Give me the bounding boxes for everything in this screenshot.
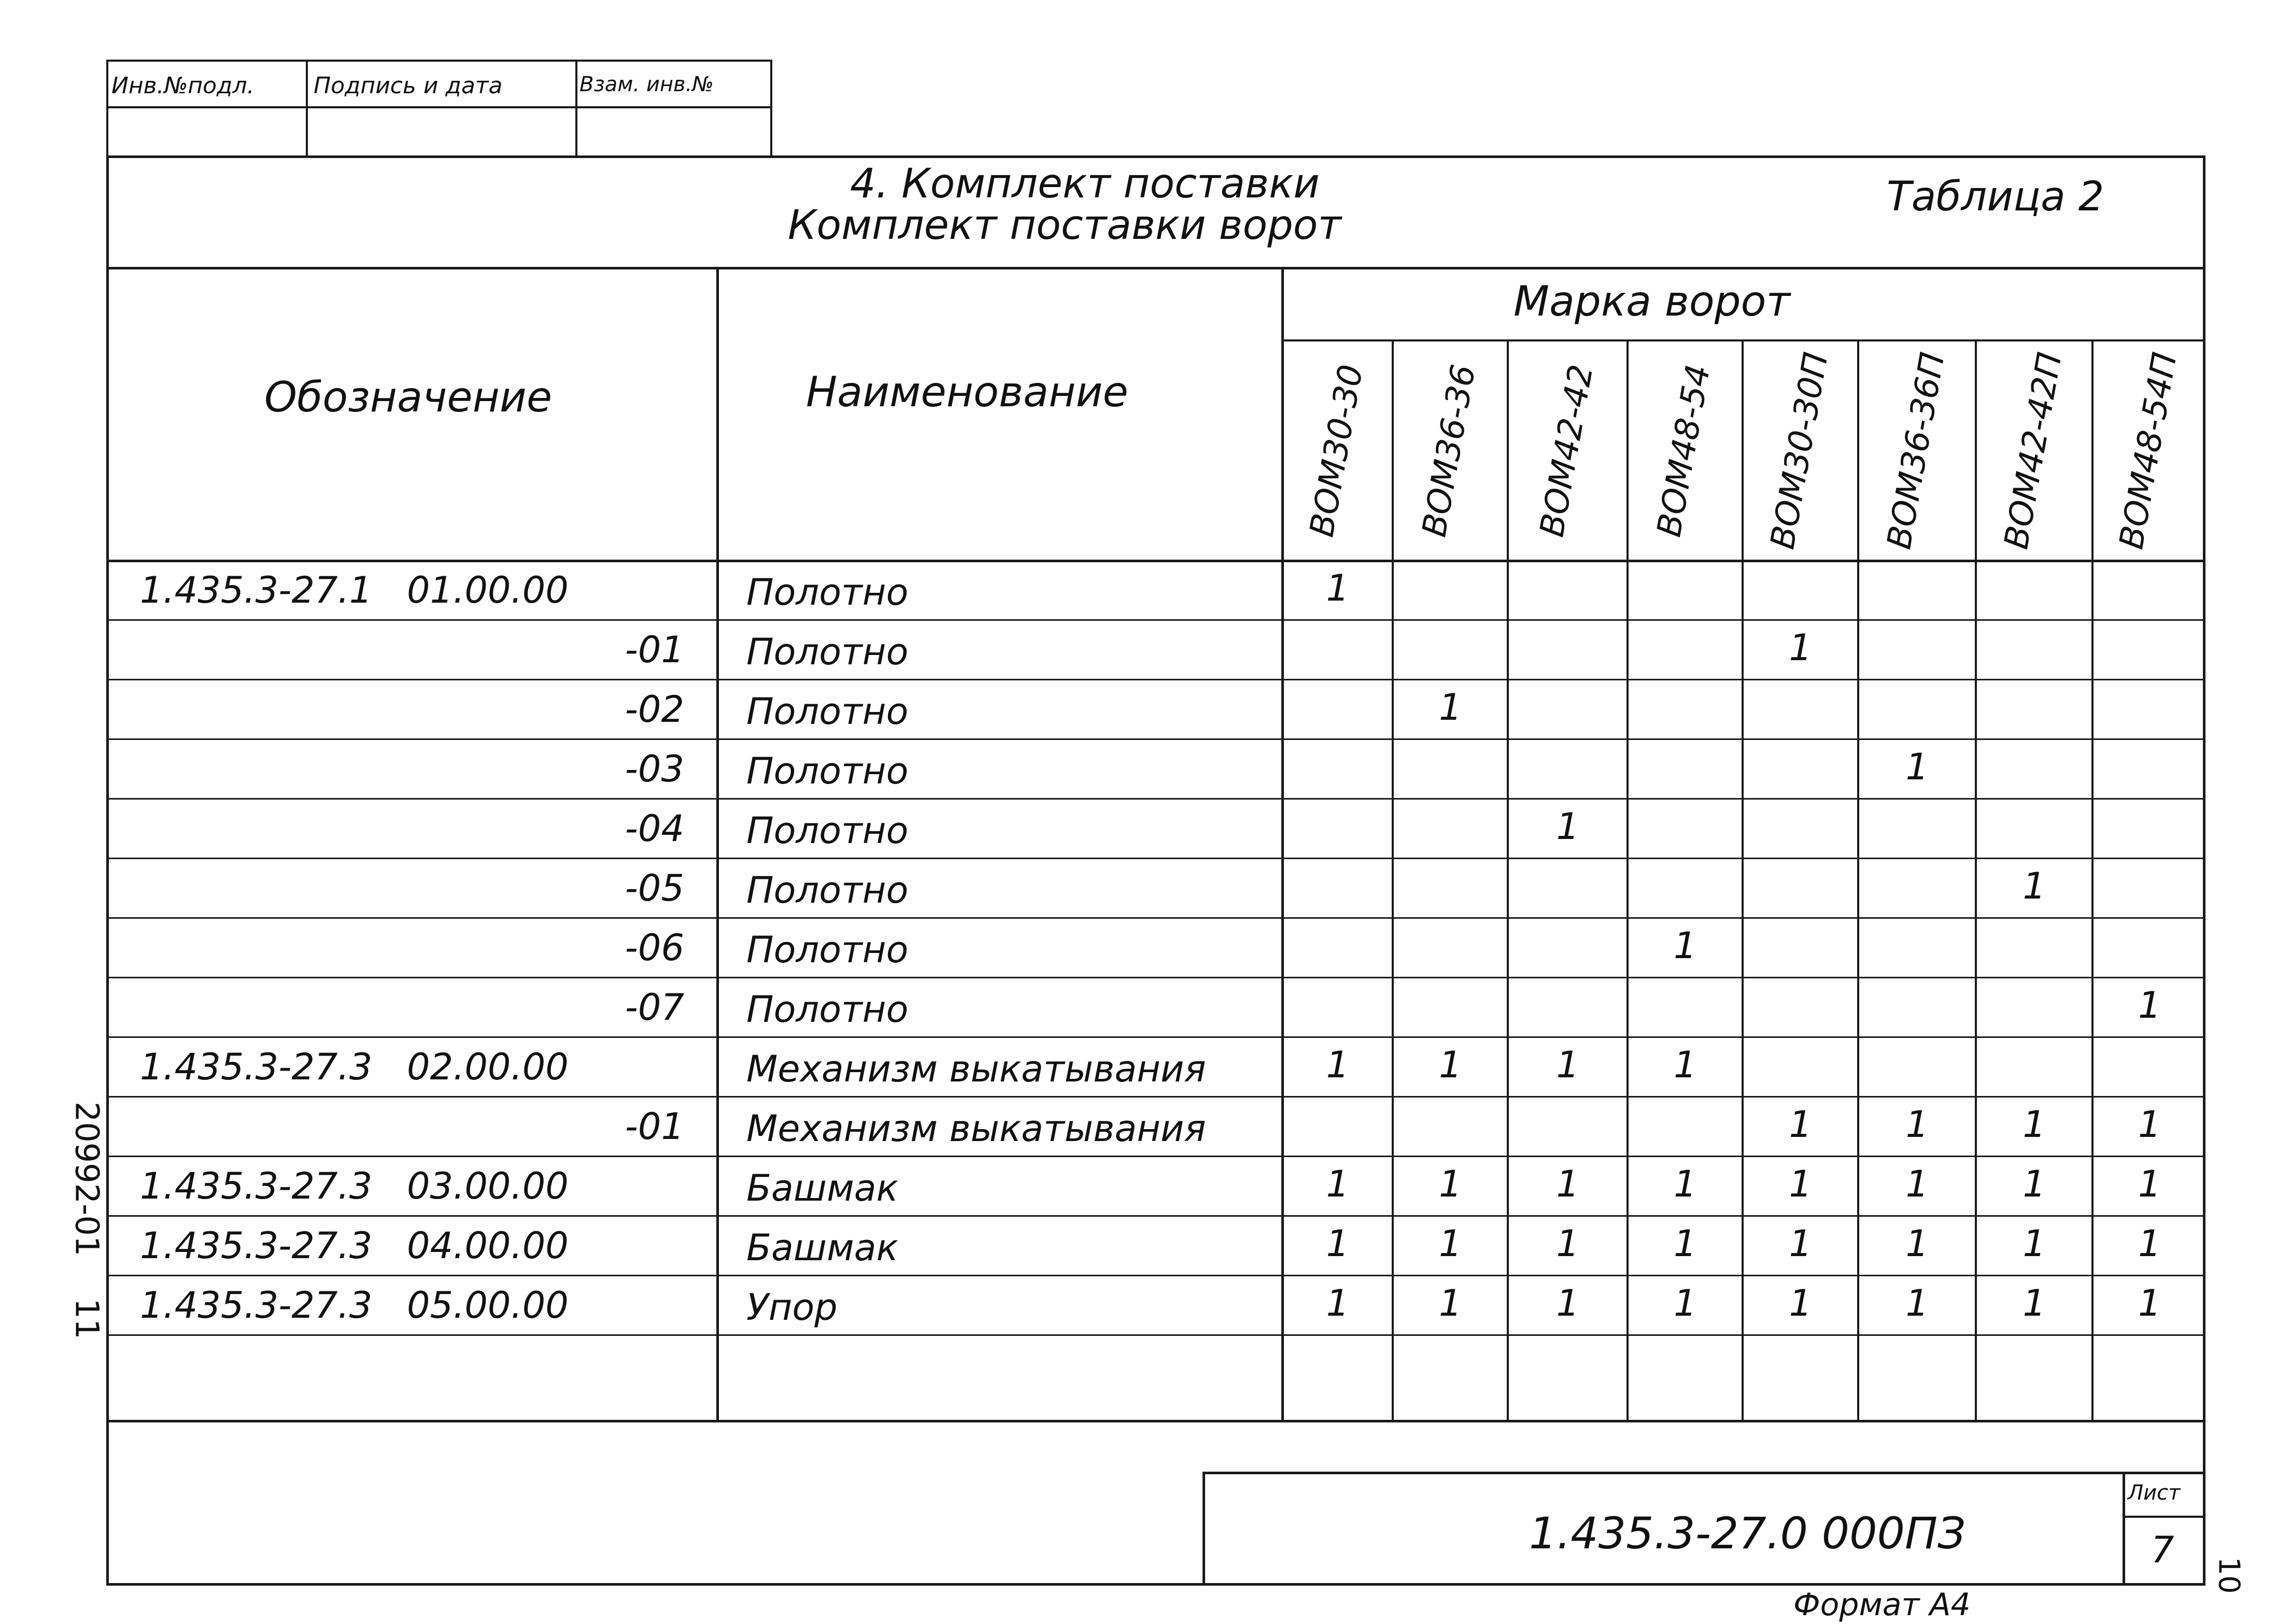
row-divider [106, 1096, 2205, 1098]
stamp-header-signature: Подпись и дата [314, 73, 503, 99]
row-mark-value: 1 [1789, 1222, 1813, 1265]
mark-header-7: ВОМ42-42П [1997, 349, 2070, 552]
row-mark-value: 1 [2023, 865, 2046, 907]
row-divider [106, 1215, 2205, 1217]
header-name: Наименование [806, 368, 1128, 416]
sheet-number: 7 [2151, 1529, 2174, 1571]
row-name: Полотно [746, 571, 909, 614]
frame-left [106, 155, 109, 1586]
row-designation: 1.435.3-27.3 05.00.00 [140, 1284, 569, 1327]
row-mark-value: 1 [1439, 1222, 1462, 1265]
row-suffix: -06 [625, 927, 684, 969]
mark-column-divider [2091, 339, 2094, 1420]
mark-column-divider [1742, 339, 1744, 1420]
mark-header-1: ВОМ30-30 [1302, 362, 1371, 540]
row-name: Полотно [746, 869, 909, 911]
row-mark-value: 1 [1439, 1044, 1462, 1086]
row-divider [106, 858, 2205, 859]
row-mark-value: 1 [1789, 1103, 1813, 1146]
row-name: Полотно [746, 690, 909, 733]
row-suffix: -07 [625, 986, 684, 1029]
row-mark-value: 1 [2023, 1103, 2046, 1146]
row-mark-value: 1 [1674, 1222, 1697, 1265]
row-divider [106, 1275, 2205, 1276]
row-mark-value: 1 [1326, 1163, 1350, 1205]
row-suffix: -04 [625, 807, 684, 850]
row-name: Механизм выкатывания [746, 1048, 1206, 1090]
row-mark-value: 1 [1905, 1103, 1929, 1146]
stamp-header-inv: Инв.№подл. [111, 73, 254, 99]
row-mark-value: 1 [1789, 1282, 1813, 1324]
stamp-header-replace-inv: Взам. инв.№ [579, 73, 714, 96]
mark-header-5: ВОМ30-30П [1763, 349, 1836, 552]
mark-header-4: ВОМ48-54 [1650, 362, 1718, 540]
mark-header-2: ВОМ36-36 [1415, 362, 1483, 540]
frame-bottom [106, 1583, 2205, 1586]
row-name: Башмак [746, 1227, 898, 1269]
mark-column-divider [1857, 339, 1859, 1420]
row-mark-value: 1 [1905, 1282, 1929, 1324]
margin-number: 11 [68, 1298, 106, 1340]
row-mark-value: 1 [1556, 1282, 1580, 1324]
frame-top [106, 155, 2205, 158]
title-line-2: Комплект поставки ворот [788, 202, 1341, 249]
row-mark-value: 1 [1905, 746, 1929, 788]
row-mark-value: 1 [1905, 1222, 1929, 1265]
row-mark-value: 1 [1326, 1282, 1350, 1324]
row-mark-value: 1 [1326, 567, 1350, 609]
row-mark-value: 1 [2138, 1163, 2161, 1205]
table-label: Таблица 2 [1887, 174, 2104, 220]
mark-column-divider [1392, 339, 1394, 1420]
row-suffix: -01 [625, 629, 684, 671]
row-mark-value: 1 [1556, 1163, 1580, 1205]
row-designation: 1.435.3-27.3 04.00.00 [140, 1224, 569, 1267]
frame-right [2203, 155, 2205, 1586]
row-mark-value: 1 [2138, 1282, 2161, 1324]
mark-header-8: ВОМ48-54П [2112, 349, 2185, 552]
row-mark-value: 1 [1674, 1163, 1697, 1205]
row-suffix: -02 [625, 688, 684, 731]
mark-header-3: ВОМ42-42 [1532, 362, 1601, 540]
row-divider [106, 1036, 2205, 1038]
row-mark-value: 1 [1326, 1044, 1350, 1086]
row-divider [106, 977, 2205, 978]
title-line-1: 4. Комплект поставки [850, 161, 1320, 207]
row-mark-value: 1 [1326, 1222, 1350, 1265]
row-divider [106, 738, 2205, 740]
row-suffix: -01 [625, 1105, 684, 1148]
row-name: Полотно [746, 988, 909, 1031]
row-mark-value: 1 [2138, 1103, 2161, 1146]
row-name: Полотно [746, 750, 909, 792]
row-divider [106, 619, 2205, 621]
row-suffix: -03 [625, 748, 684, 790]
row-designation: 1.435.3-27.3 03.00.00 [140, 1165, 569, 1207]
row-mark-value: 1 [2023, 1282, 2046, 1324]
row-name: Механизм выкатывания [746, 1107, 1206, 1150]
row-designation: 1.435.3-27.1 01.00.00 [140, 569, 569, 611]
mark-column-divider [1975, 339, 1977, 1420]
sheet-label: Лист [2128, 1481, 2181, 1505]
row-mark-value: 1 [2138, 984, 2161, 1027]
row-mark-value: 1 [1674, 924, 1697, 967]
doc-code: 1.435.3-27.0 000ПЗ [1529, 1508, 1966, 1559]
header-marks-group: Марка ворот [1514, 277, 1791, 325]
row-name: Упор [746, 1286, 838, 1329]
mark-header-6: ВОМ36-36П [1879, 349, 1953, 552]
row-divider [106, 917, 2205, 919]
row-name: Полотно [746, 809, 909, 852]
row-mark-value: 1 [1674, 1282, 1697, 1324]
row-mark-value: 1 [1556, 805, 1580, 848]
row-designation: 1.435.3-27.3 02.00.00 [140, 1046, 569, 1088]
row-mark-value: 1 [1439, 1163, 1462, 1205]
row-divider [106, 798, 2205, 800]
header-designation: Обозначение [264, 373, 553, 421]
row-mark-value: 1 [1556, 1222, 1580, 1265]
row-divider [106, 679, 2205, 680]
row-suffix: -05 [625, 867, 684, 909]
row-mark-value: 1 [2023, 1163, 2046, 1205]
row-mark-value: 1 [1439, 1282, 1462, 1324]
row-name: Полотно [746, 929, 909, 971]
row-name: Полотно [746, 631, 909, 673]
mark-column-divider [1507, 339, 1509, 1420]
row-name: Башмак [746, 1167, 898, 1209]
row-mark-value: 1 [1556, 1044, 1580, 1086]
row-mark-value: 1 [1789, 1163, 1813, 1205]
row-mark-value: 1 [2023, 1222, 2046, 1265]
row-divider [106, 1156, 2205, 1157]
mark-column-divider [1627, 339, 1629, 1420]
margin-code: 20992-01 [68, 1101, 106, 1257]
row-mark-value: 1 [1789, 626, 1813, 669]
corner-number: 10 [2212, 1557, 2246, 1594]
row-mark-value: 1 [1674, 1044, 1697, 1086]
row-divider [106, 1334, 2205, 1336]
row-mark-value: 1 [1439, 686, 1462, 729]
row-mark-value: 1 [1905, 1163, 1929, 1205]
row-mark-value: 1 [2138, 1222, 2161, 1265]
format-label: Формат А4 [1793, 1587, 1971, 1623]
